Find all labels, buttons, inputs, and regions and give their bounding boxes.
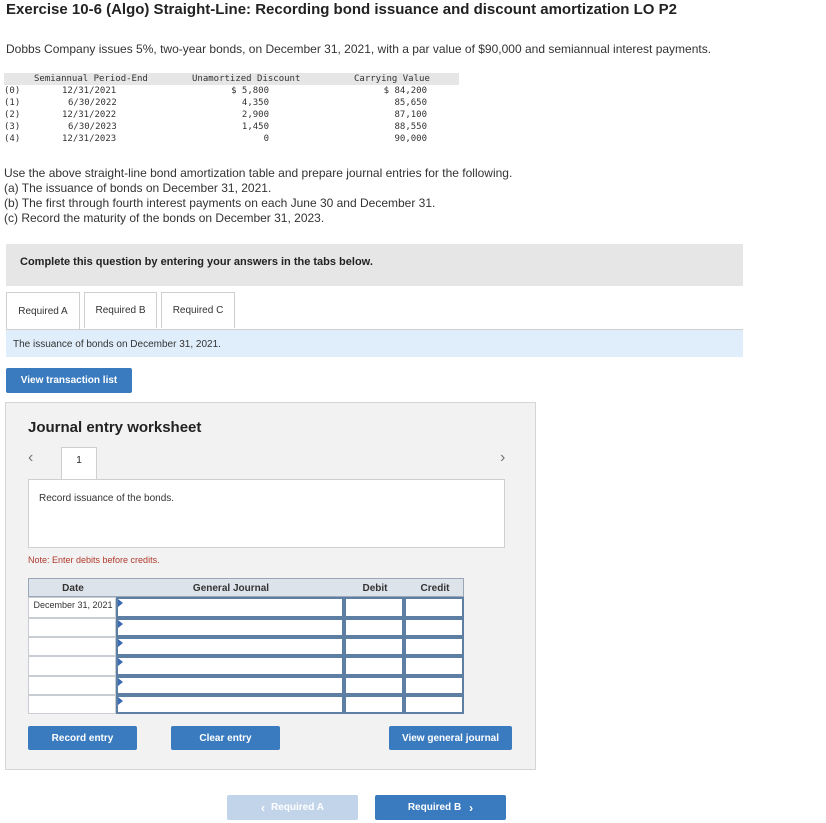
instruction-line: (a) The issuance of bonds on December 31, 2021. bbox=[4, 181, 272, 195]
instruction-line: Use the above straight-line bond amortization table and prepare journal entries for the following. bbox=[4, 166, 513, 180]
period-index: (0) bbox=[4, 86, 21, 96]
amortization-table bbox=[4, 73, 459, 145]
table-row bbox=[4, 133, 459, 145]
tab-required-a[interactable]: Required A bbox=[6, 292, 80, 330]
carrying-value: $ 84,200 bbox=[383, 86, 427, 96]
date-cell bbox=[28, 695, 116, 714]
debit-input[interactable] bbox=[344, 695, 404, 714]
column-credit: Credit bbox=[420, 583, 450, 594]
debit-input[interactable] bbox=[344, 676, 404, 695]
credit-input[interactable] bbox=[404, 618, 464, 637]
instruction-line: (b) The first through fourth interest payments on each June 30 and December 31. bbox=[4, 196, 436, 210]
next-required-label: Required B bbox=[407, 802, 462, 813]
period-index: (3) bbox=[4, 122, 21, 132]
debit-input[interactable] bbox=[344, 637, 404, 656]
period-date: 6/30/2022 bbox=[68, 98, 117, 108]
chevron-right-icon: › bbox=[469, 800, 474, 815]
date-cell bbox=[28, 597, 116, 618]
view-transaction-list-button[interactable]: View transaction list bbox=[6, 368, 132, 393]
credit-input[interactable] bbox=[404, 637, 464, 656]
carrying-value: 85,650 bbox=[394, 98, 427, 108]
page-title: Exercise 10-6 (Algo) Straight-Line: Recording bond issuance and discount amortization LO P2 bbox=[6, 1, 677, 18]
prev-required-button[interactable] bbox=[227, 795, 358, 820]
credit-input[interactable] bbox=[404, 695, 464, 714]
table-row bbox=[28, 656, 464, 675]
period-date: 12/31/2023 bbox=[62, 134, 117, 144]
tab-info-text: The issuance of bonds on December 31, 2021. bbox=[13, 339, 221, 350]
unamortized-discount: 4,350 bbox=[241, 98, 269, 108]
prev-required-label: Required A bbox=[271, 802, 324, 813]
account-input[interactable] bbox=[116, 637, 344, 656]
view-general-journal-button[interactable]: View general journal bbox=[389, 726, 512, 750]
tab-required-b[interactable]: Required B bbox=[84, 292, 157, 328]
table-row bbox=[4, 109, 459, 121]
date-cell bbox=[28, 618, 116, 637]
tab-required-c[interactable]: Required C bbox=[161, 292, 235, 328]
instruction-line: (c) Record the maturity of the bonds on December 31, 2023. bbox=[4, 211, 325, 225]
table-row bbox=[28, 676, 464, 695]
period-index: (1) bbox=[4, 98, 21, 108]
table-row bbox=[4, 121, 459, 133]
column-date: Date bbox=[62, 583, 84, 594]
tab-info-bar bbox=[6, 330, 743, 357]
table-row bbox=[4, 97, 459, 109]
credit-input[interactable] bbox=[404, 676, 464, 695]
chevron-left-icon[interactable]: ‹ bbox=[28, 449, 34, 466]
debit-input[interactable] bbox=[344, 618, 404, 637]
account-input[interactable] bbox=[116, 618, 344, 637]
unamortized-discount: 2,900 bbox=[241, 110, 269, 120]
date-cell bbox=[28, 656, 116, 675]
carrying-value: 87,100 bbox=[394, 110, 427, 120]
amortization-header bbox=[4, 73, 459, 85]
period-date: 6/30/2023 bbox=[68, 122, 117, 132]
problem-intro: Dobbs Company issues 5%, two-year bonds, on December 31, 2021, with a par value of $90,000 and semiannual interest payments. bbox=[6, 42, 712, 56]
table-row bbox=[28, 637, 464, 656]
instructions bbox=[4, 166, 512, 226]
header-period-end: Semiannual Period-End bbox=[34, 74, 148, 84]
header-unamortized-discount: Unamortized Discount bbox=[192, 74, 301, 84]
period-date: 12/31/2022 bbox=[62, 110, 117, 120]
date-value: December 31, 2021 bbox=[33, 600, 113, 610]
account-input[interactable] bbox=[116, 656, 344, 675]
table-row bbox=[28, 695, 464, 714]
worksheet-title: Journal entry worksheet bbox=[28, 419, 202, 436]
credit-input[interactable] bbox=[404, 656, 464, 675]
record-entry-button[interactable]: Record entry bbox=[28, 726, 137, 750]
date-cell bbox=[28, 637, 116, 656]
table-row bbox=[28, 618, 464, 637]
chevron-left-icon: ‹ bbox=[261, 800, 266, 815]
journal-entry-grid bbox=[28, 578, 464, 714]
unamortized-discount: 0 bbox=[263, 134, 269, 144]
debit-input[interactable] bbox=[344, 656, 404, 675]
worksheet-description: Record issuance of the bonds. bbox=[39, 493, 175, 504]
account-input[interactable] bbox=[116, 695, 344, 714]
carrying-value: 88,550 bbox=[394, 122, 427, 132]
carrying-value: 90,000 bbox=[394, 134, 427, 144]
period-index: (2) bbox=[4, 110, 21, 120]
unamortized-discount: 1,450 bbox=[241, 122, 269, 132]
complete-question-bar bbox=[6, 244, 743, 286]
clear-entry-button[interactable]: Clear entry bbox=[171, 726, 280, 750]
column-debit: Debit bbox=[362, 583, 388, 594]
journal-header bbox=[28, 578, 464, 597]
worksheet-description-box bbox=[28, 479, 505, 548]
account-input[interactable] bbox=[116, 597, 344, 618]
column-general-journal: General Journal bbox=[192, 583, 270, 594]
credit-input[interactable] bbox=[404, 597, 464, 618]
debit-input[interactable] bbox=[344, 597, 404, 618]
complete-question-text: Complete this question by entering your answers in the tabs below. bbox=[20, 256, 373, 268]
table-row bbox=[28, 597, 464, 618]
table-row bbox=[4, 85, 459, 97]
chevron-right-icon[interactable]: › bbox=[500, 449, 506, 466]
date-cell bbox=[28, 676, 116, 695]
header-carrying-value: Carrying Value bbox=[354, 74, 430, 84]
worksheet-note: Note: Enter debits before credits. bbox=[28, 555, 160, 565]
period-date: 12/31/2021 bbox=[62, 86, 117, 96]
worksheet-page-tab[interactable]: 1 bbox=[61, 447, 97, 479]
period-index: (4) bbox=[4, 134, 21, 144]
unamortized-discount: $ 5,800 bbox=[231, 86, 269, 96]
next-required-button[interactable] bbox=[375, 795, 506, 820]
account-input[interactable] bbox=[116, 676, 344, 695]
